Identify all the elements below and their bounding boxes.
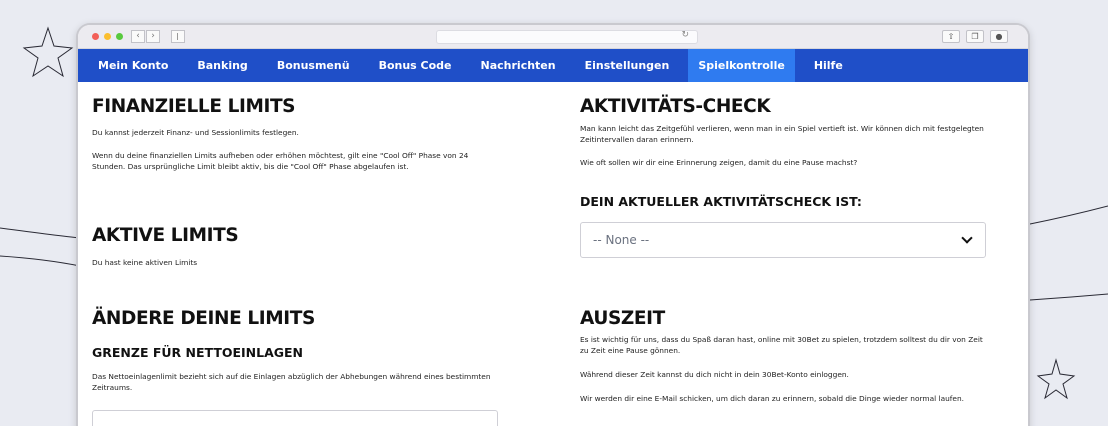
main-nav — [78, 49, 1028, 82]
timeout-login-note: Während dieser Zeit kannst du dich nicht in dein 30Bet-Konto einloggen. — [580, 370, 849, 379]
activity-check-title: AKTIVITÄTS-CHECK — [580, 96, 771, 117]
change-limits-title: ÄNDERE DEINE LIMITS — [92, 308, 315, 329]
activity-check-intro: Man kann leicht das Zeitgefühl verlieren, wenn man in ein Spiel vertieft ist. Wir können dich mit festgelegten Zeitintervallen daran erinnern. — [580, 124, 984, 144]
address-bar[interactable] — [436, 30, 698, 44]
nav-item-hilfe[interactable]: Hilfe — [813, 59, 843, 72]
page-content — [78, 82, 1028, 426]
active-limits-title: AKTIVE LIMITS — [92, 225, 239, 246]
tabs-icon[interactable]: ❐ — [966, 30, 984, 43]
net-deposit-limit-text: Das Nettoeinlagenlimit bezieht sich auf die Einlagen abzüglich der Abhebungen während eines bestimmten Zeitraums. — [92, 372, 491, 392]
financial-limits-intro: Du kannst jederzeit Finanz- und Sessionlimits festlegen. — [92, 128, 299, 137]
nav-item-mein-konto[interactable]: Mein Konto — [98, 59, 169, 72]
activity-check-question: Wie oft sollen wir dir eine Erinnerung zeigen, damit du eine Pause machst? — [580, 158, 858, 167]
nav-item-nachrichten[interactable]: Nachrichten — [480, 59, 556, 72]
chevron-right-icon: › — [151, 31, 155, 41]
maximize-window-button[interactable] — [116, 33, 123, 40]
financial-limits-title: FINANZIELLE LIMITS — [92, 96, 296, 117]
nav-item-banking[interactable]: Banking — [197, 59, 248, 72]
chevron-left-icon: ‹ — [136, 31, 140, 41]
nav-item-bonusmenu[interactable]: Bonusmenü — [276, 59, 350, 72]
share-icon[interactable]: ⇧ — [942, 30, 960, 43]
browser-window — [76, 23, 1030, 426]
back-button[interactable] — [131, 30, 145, 43]
nav-item-spielkontrolle[interactable]: Spielkontrolle — [688, 49, 794, 82]
net-deposit-limit-input[interactable] — [92, 410, 498, 426]
forward-button[interactable] — [146, 30, 160, 43]
download-icon[interactable]: ● — [990, 30, 1008, 43]
timeout-title: AUSZEIT — [580, 308, 665, 329]
timeout-intro: Es ist wichtig für uns, dass du Spaß daran hast, online mit 30Bet zu spielen, trotzdem solltest du dir von Zeit zu Zeit eine Pause gönnen. — [580, 335, 983, 355]
active-limits-text: Du hast keine aktiven Limits — [92, 258, 198, 267]
close-window-button[interactable] — [92, 33, 99, 40]
reload-icon[interactable]: ↻ — [681, 30, 689, 40]
browser-toolbar — [78, 25, 1028, 49]
minimize-window-button[interactable] — [104, 33, 111, 40]
financial-limits-cooloff-text: Wenn du deine finanziellen Limits aufheben oder erhöhen möchtest, gilt eine "Cool Off" Phase von 24 Stunden. Das ursprüngliche Limit bleibt aktiv, bis die "Cool Off" Phase abgelaufen ist. — [92, 151, 469, 171]
sidebar-icon[interactable] — [171, 30, 185, 43]
activity-check-select-value: -- None -- — [593, 233, 650, 247]
net-deposit-limit-heading: GRENZE FÜR NETTOEINLAGEN — [92, 345, 304, 360]
current-activity-check-label: DEIN AKTUELLER AKTIVITÄTSCHECK IST: — [580, 194, 862, 209]
nav-item-einstellungen[interactable]: Einstellungen — [584, 59, 670, 72]
activity-check-select[interactable] — [580, 222, 986, 258]
timeout-email-note: Wir werden dir eine E-Mail schicken, um dich daran zu erinnern, sobald die Dinge wieder normal laufen. — [580, 394, 964, 403]
chevron-down-icon — [961, 232, 972, 243]
nav-item-bonus-code[interactable]: Bonus Code — [378, 59, 452, 72]
